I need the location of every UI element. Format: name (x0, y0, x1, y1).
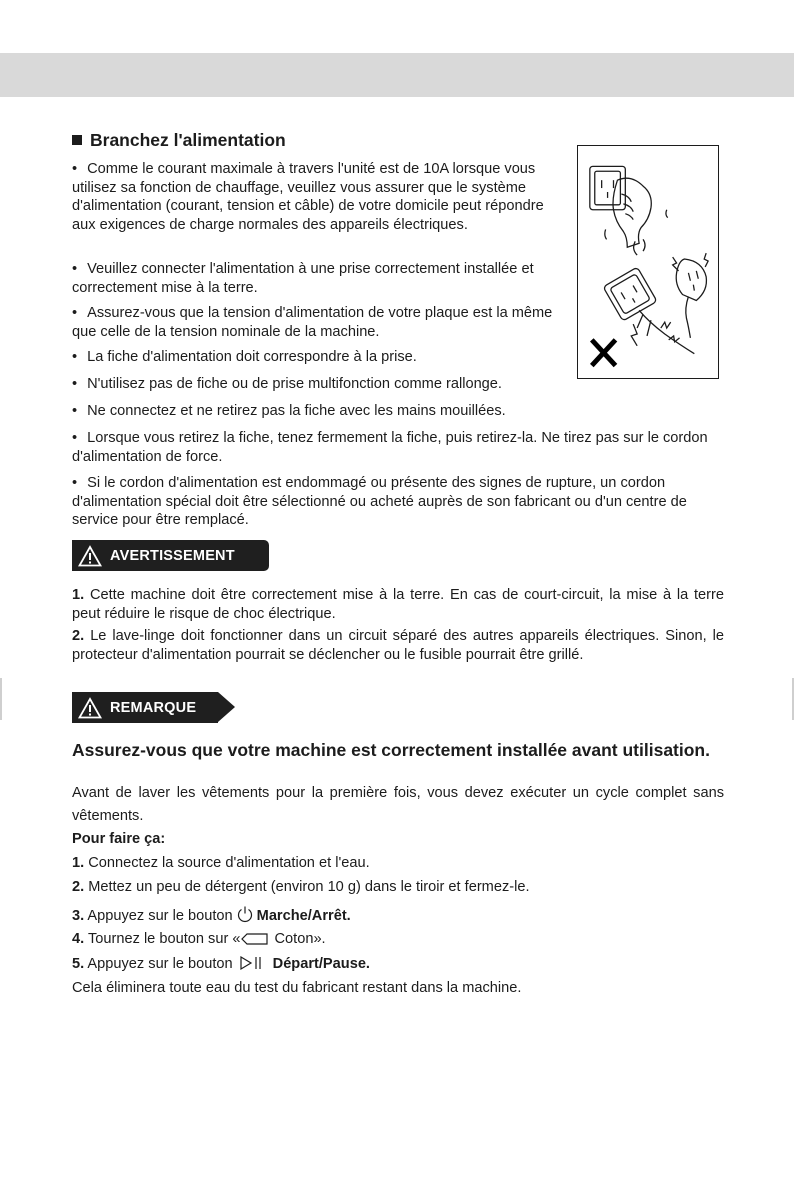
note-intro: Avant de laver les vêtements pour la première fois, vous devez exécuter un cycle complet sans vêtements. (72, 785, 724, 824)
step-item: 4. Tournez le bouton sur « Coton». (72, 931, 326, 947)
section-title: Branchez l'alimentation (72, 130, 286, 151)
start-pause-icon (239, 955, 265, 971)
power-icon (236, 905, 254, 923)
bullet-item: • Comme le courant maximale à travers l'unité est de 10A lorsque vous utilisez sa fonction de chauffage, veuillez vous assurer que le système d'alimentation (courant, tension et câble) de votre domicile peut répondre aux exigences de charge normales des appareils électriques. (72, 161, 544, 233)
warning-item: 1. Cette machine doit être correctement mise à la terre. En cas de court-circuit, la mise à la terre peut réduire le risque de choc électrique. (72, 587, 724, 622)
bullet-item: • La fiche d'alimentation doit correspondre à la prise. (72, 349, 417, 365)
closing-text: Cela éliminera toute eau du test du fabricant restant dans la machine. (72, 980, 522, 996)
square-bullet-icon (72, 135, 82, 145)
note-heading: Assurez-vous que votre machine est correctement installée avant utilisation. (72, 740, 710, 760)
header-band (0, 53, 794, 97)
warning-triangle-icon (78, 697, 102, 719)
howto-label: Pour faire ça: (72, 831, 166, 847)
bullet-item: • Assurez-vous que la tension d'alimentation de votre plaque est la même que celle de la tension nominale de la machine. (72, 305, 553, 340)
step-item: 2. Mettez un peu de détergent (environ 10 g) dans le tiroir et fermez-le. (72, 879, 530, 895)
note-banner-arrow (218, 692, 235, 722)
bullet-item: • Ne connectez et ne retirez pas la fiche avec les mains mouillées. (72, 403, 506, 419)
step-item: 1. Connectez la source d'alimentation et l'eau. (72, 855, 370, 871)
plug-safety-illustration (577, 145, 719, 379)
note-banner: REMARQUE (72, 692, 218, 723)
bullet-item: • Veuillez connecter l'alimentation à une prise correctement installée et correctement mise à la terre. (72, 261, 534, 296)
step-item: 3. Appuyez sur le bouton Marche/Arrêt. (72, 905, 724, 926)
bullet-item: • N'utilisez pas de fiche ou de prise multifonction comme rallonge. (72, 376, 502, 392)
wet-hands-plug-icon (578, 146, 718, 378)
cotton-program-icon (241, 932, 269, 946)
step-item: 5. Appuyez sur le bouton Départ/Pause. (72, 956, 370, 972)
warning-banner: AVERTISSEMENT (72, 540, 269, 571)
warning-item: 2. Le lave-linge doit fonctionner dans un circuit séparé des autres appareils électriques. Sinon, le protecteur d'alimentation pourrait se déclencher ou le fusible pourrait être grillé. (72, 628, 724, 663)
bullet-item: • Lorsque vous retirez la fiche, tenez fermement la fiche, puis retirez-la. Ne tirez pas sur le cordon d'alimentation de force. (72, 430, 708, 465)
page-edge-mark (0, 678, 2, 720)
warning-triangle-icon (78, 545, 102, 567)
bullet-item: • Si le cordon d'alimentation est endommagé ou présente des signes de rupture, un cordon d'alimentation spécial doit être sélectionné ou acheté auprès de son fabricant ou d'un centre de service pour être remplacé. (72, 475, 687, 529)
